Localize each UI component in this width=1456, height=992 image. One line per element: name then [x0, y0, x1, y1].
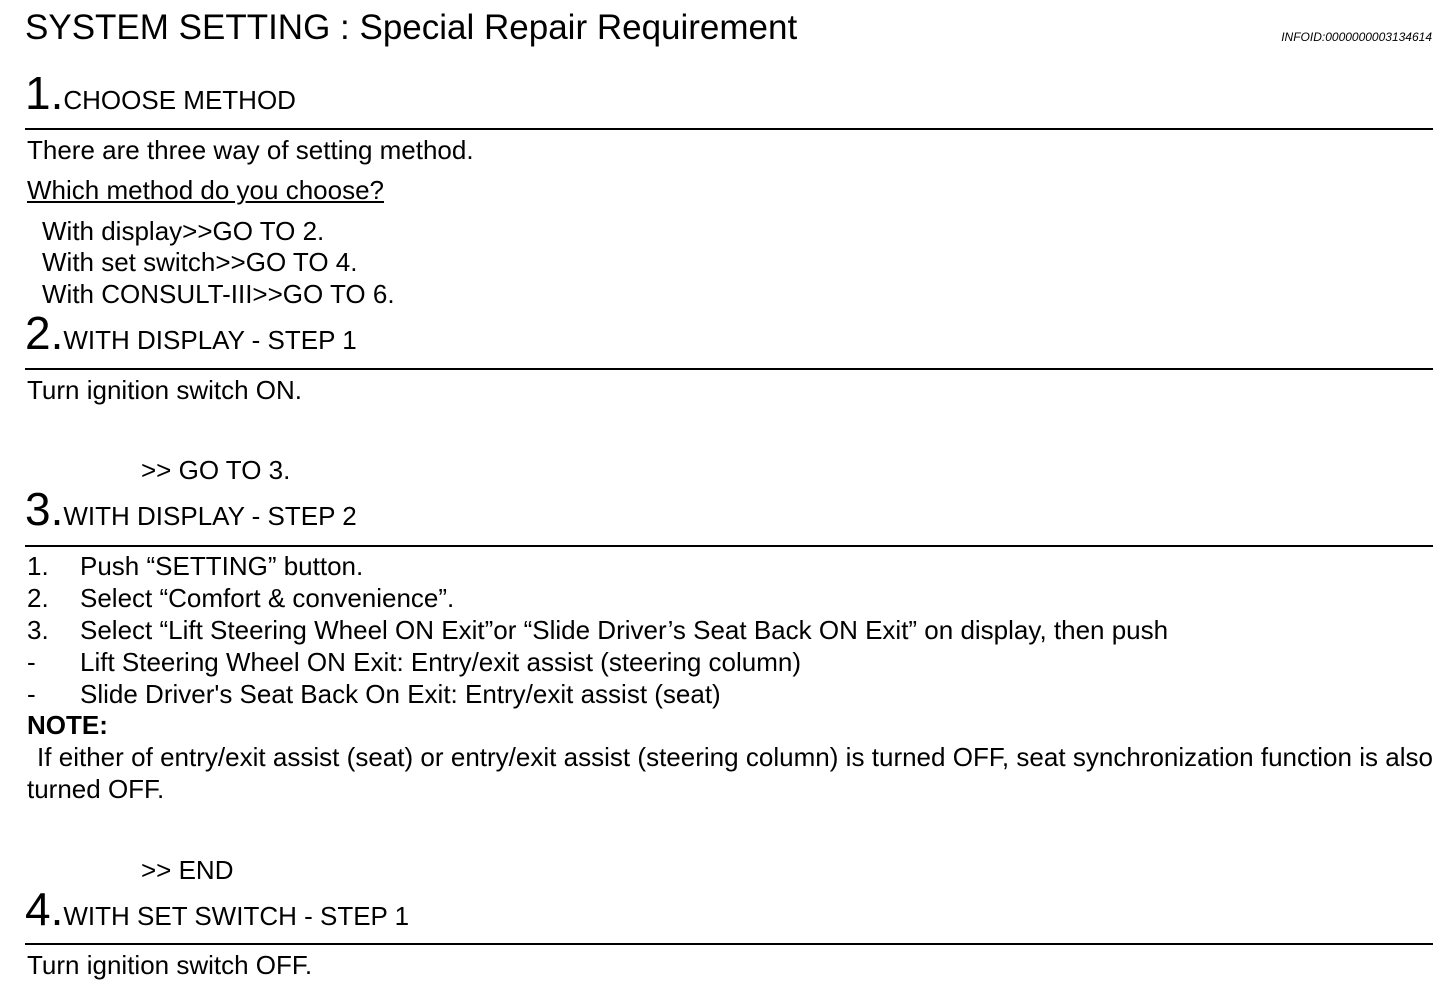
- list-item-marker: 3.: [27, 615, 49, 645]
- step-4-heading: [25, 883, 410, 935]
- list-item-text: Select “Lift Steering Wheel ON Exit”or “Slide Driver’s Seat Back ON Exit” on display, then push: [80, 615, 1169, 645]
- note-label: NOTE:: [27, 710, 108, 740]
- step-4-title: WITH SET SWITCH - STEP 1: [63, 901, 410, 931]
- step-2-number: 2.: [25, 307, 64, 359]
- note-text: If either of entry/exit assist (seat) or entry/exit assist (steering column) is turned OFF, seat synchronization function is also turned OFF.: [27, 742, 1433, 804]
- step-1-divider: [25, 128, 1433, 130]
- step-1-heading: [25, 67, 296, 119]
- step-3-number: 3.: [25, 483, 64, 535]
- list-item-text: Slide Driver's Seat Back On Exit: Entry/exit assist (seat): [80, 679, 721, 709]
- step-3-goto: >> END: [141, 855, 234, 885]
- step-3-heading: [25, 483, 357, 535]
- step-4-number: 4.: [25, 883, 64, 935]
- list-item-marker: -: [27, 647, 36, 677]
- list-item-text: Select “Comfort & convenience”.: [80, 583, 455, 613]
- step-1-number: 1.: [25, 67, 64, 119]
- step-1-question: Which method do you choose?: [27, 175, 384, 205]
- list-item-marker: 2.: [27, 583, 49, 613]
- step-2-goto: >> GO TO 3.: [141, 455, 291, 485]
- list-item-text: Push “SETTING” button.: [80, 551, 364, 581]
- list-item-text: Lift Steering Wheel ON Exit: Entry/exit assist (steering column): [80, 647, 802, 677]
- step-4-body: Turn ignition switch OFF.: [27, 950, 313, 980]
- step-1-title: CHOOSE METHOD: [63, 85, 296, 115]
- list-item-marker: 1.: [27, 551, 49, 581]
- step-1-intro: There are three way of setting method.: [27, 135, 474, 165]
- step-3-divider: [25, 545, 1433, 547]
- step-4-divider: [25, 943, 1433, 945]
- step-2-title: WITH DISPLAY - STEP 1: [63, 325, 357, 355]
- option-with-consult: With CONSULT-III>>GO TO 6.: [42, 279, 395, 309]
- option-with-display: With display>>GO TO 2.: [42, 216, 325, 246]
- option-with-set-switch: With set switch>>GO TO 4.: [42, 247, 358, 277]
- step-2-divider: [25, 368, 1433, 370]
- step-2-body: Turn ignition switch ON.: [27, 375, 303, 405]
- list-item-marker: -: [27, 679, 36, 709]
- info-id: INFOID:0000000003134614: [1281, 30, 1432, 44]
- page-title: SYSTEM SETTING : Special Repair Requirement: [25, 8, 798, 47]
- step-2-heading: [25, 307, 357, 359]
- step-3-title: WITH DISPLAY - STEP 2: [63, 501, 357, 531]
